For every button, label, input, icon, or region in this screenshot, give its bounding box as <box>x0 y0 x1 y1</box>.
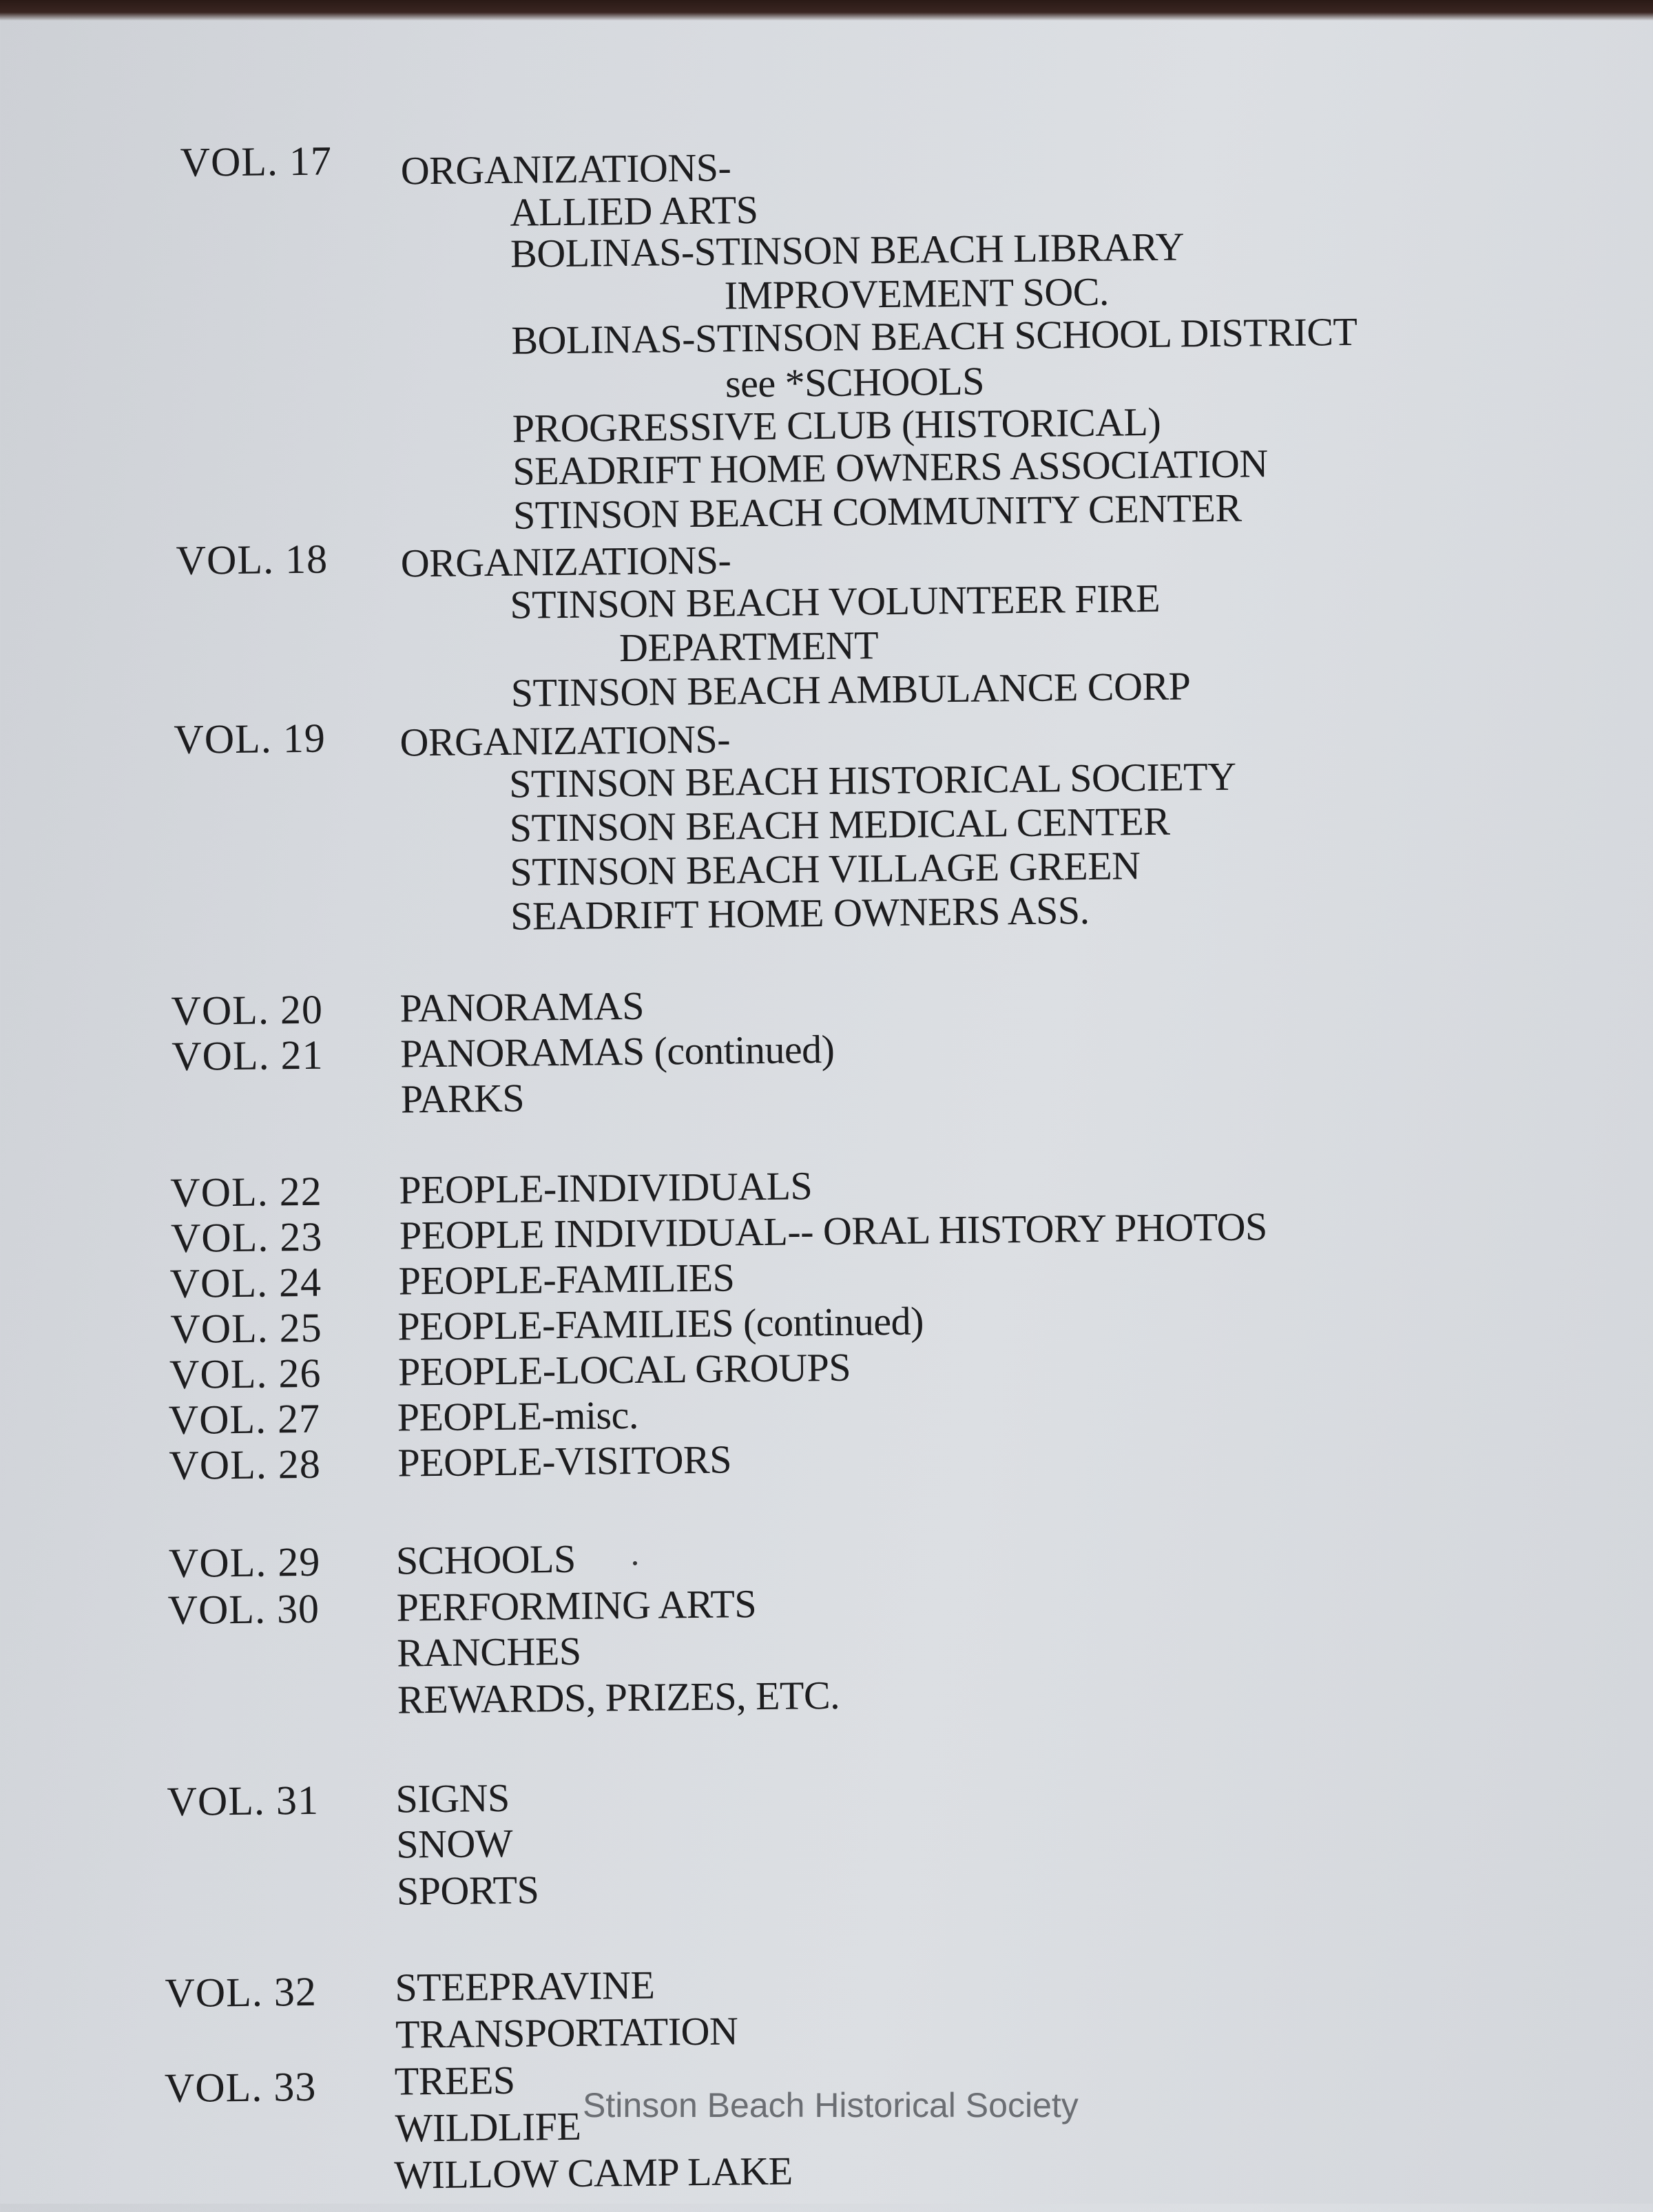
list-item: ALLIED ARTS <box>510 187 758 235</box>
list-item: PEOPLE-VISITORS <box>397 1437 732 1485</box>
volume-label: VOL. 23 <box>170 1213 323 1261</box>
list-item: PEOPLE-FAMILIES <box>398 1255 735 1304</box>
volume-label: VOL. 21 <box>171 1032 324 1079</box>
volume-label: VOL. 22 <box>169 1168 322 1215</box>
list-item: SEADRIFT HOME OWNERS ASSOCIATION <box>512 441 1268 494</box>
list-item: SEADRIFT HOME OWNERS ASS. <box>510 887 1090 939</box>
list-item: WILDLIFE <box>395 2103 581 2151</box>
list-item: PANORAMAS <box>399 983 645 1031</box>
list-item: STINSON BEACH VOLUNTEER FIRE <box>510 575 1161 627</box>
list-item: PARKS <box>400 1075 525 1122</box>
list-item: RANCHES <box>397 1628 581 1676</box>
section-heading: ORGANIZATIONS- <box>400 145 731 194</box>
list-item: PROGRESSIVE CLUB (HISTORICAL) <box>512 399 1161 451</box>
volume-label: VOL. 32 <box>165 1968 318 2016</box>
section-heading: ORGANIZATIONS- <box>400 537 731 586</box>
volume-label: VOL. 31 <box>167 1777 320 1825</box>
list-item: PEOPLE-LOCAL GROUPS <box>397 1344 851 1395</box>
list-item: REWARDS, PRIZES, ETC. <box>397 1672 840 1722</box>
volume-label: VOL. 26 <box>169 1350 322 1398</box>
volume-label: VOL. 33 <box>164 2063 317 2111</box>
list-item: STINSON BEACH COMMUNITY CENTER <box>512 485 1242 538</box>
list-item: see *SCHOOLS <box>725 358 985 406</box>
volume-label: VOL. 20 <box>171 986 324 1034</box>
list-item: PEOPLE INDIVIDUAL-- ORAL HISTORY PHOTOS <box>399 1204 1268 1258</box>
list-item: PEOPLE-FAMILIES (continued) <box>397 1298 924 1349</box>
list-item: STEEPRAVINE <box>395 1962 655 2010</box>
list-item: SPORTS <box>396 1867 539 1914</box>
list-item: SIGNS <box>395 1775 510 1822</box>
ink-speck <box>633 1561 637 1565</box>
volume-label: VOL. 17 <box>180 138 333 185</box>
list-item: WILLOW CAMP LAKE <box>393 2148 793 2198</box>
watermark: Stinson Beach Historical Society <box>583 2086 1079 2125</box>
section-heading: ORGANIZATIONS- <box>399 716 731 765</box>
list-item: PEOPLE-INDIVIDUALS <box>398 1163 813 1213</box>
list-item: STINSON BEACH VILLAGE GREEN <box>510 843 1141 895</box>
list-item: DEPARTMENT <box>618 623 879 671</box>
volume-label: VOL. 28 <box>169 1441 322 1489</box>
volume-label: VOL. 30 <box>167 1585 320 1634</box>
volume-label: VOL. 29 <box>168 1538 321 1587</box>
list-item: TREES <box>394 2057 515 2104</box>
list-item: SNOW <box>395 1820 513 1867</box>
volume-label: VOL. 27 <box>168 1395 321 1443</box>
volume-label: VOL. 25 <box>170 1304 323 1352</box>
volume-label: VOL. 24 <box>169 1259 322 1306</box>
volume-label: VOL. 19 <box>174 715 326 762</box>
list-item: STINSON BEACH MEDICAL CENTER <box>509 798 1170 851</box>
list-item: PEOPLE-misc. <box>397 1392 639 1440</box>
list-item: PERFORMING ARTS <box>396 1581 757 1630</box>
volume-label: VOL. 18 <box>176 536 329 583</box>
list-item: BOLINAS-STINSON BEACH LIBRARY <box>510 224 1185 276</box>
list-item: SCHOOLS <box>395 1536 576 1583</box>
list-item: IMPROVEMENT SOC. <box>724 269 1110 318</box>
list-item: BOLINAS-STINSON BEACH SCHOOL DISTRICT <box>511 309 1358 363</box>
list-item: STINSON BEACH HISTORICAL SOCIETY <box>508 753 1236 806</box>
list-item: PANORAMAS (continued) <box>399 1026 835 1076</box>
list-item: TRANSPORTATION <box>395 2008 738 2057</box>
list-item: STINSON BEACH AMBULANCE CORP <box>510 663 1191 716</box>
